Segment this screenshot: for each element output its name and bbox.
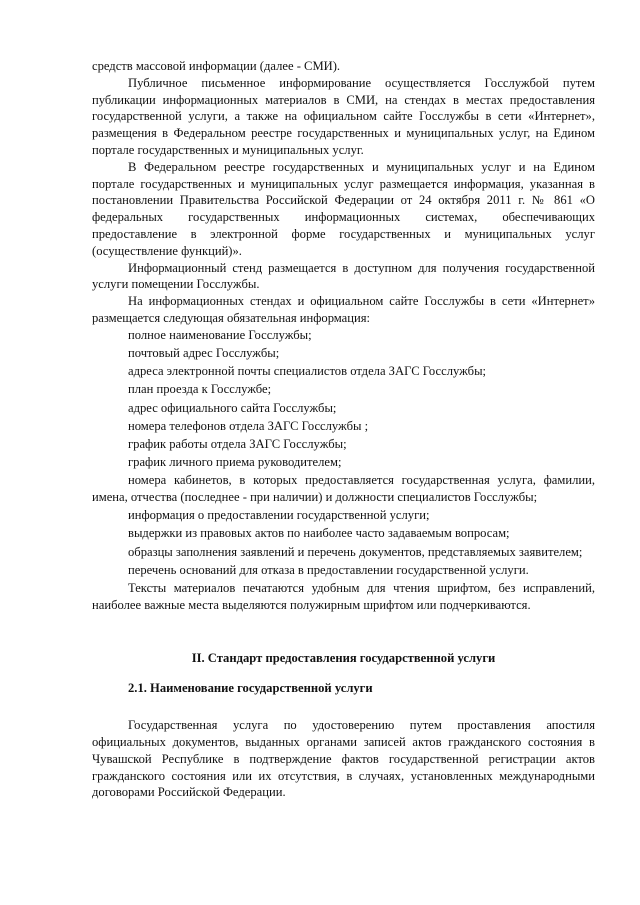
paragraph-service-name: Государственная услуга по удостоверению путем проставления апостиля официальных документов, выданных органами записей актов гражданского состояния в Чувашской Республике в подтверждение фактов государственной регистрации актов гражданского состояния или их отсутствия, в случаях, установленных международными договорами Российской Федерации.: [92, 718, 595, 800]
info-list: [92, 327, 595, 579]
list-item: план проезда к Госслужбе;: [128, 382, 272, 397]
list-item: образцы заполнения заявлений и перечень документов, представляемых заявителем;: [128, 544, 583, 559]
paragraph-info-stand: Информационный стенд размещается в доступном для получения государственной услуги помещении Госслужбы.: [92, 260, 595, 292]
paragraph-text-materials: Тексты материалов печатаются удобным для чтения шрифтом, без исправлений, наиболее важные места выделяются полужирным шрифтом или подчеркиваются.: [92, 580, 595, 612]
list-item: перечень оснований для отказа в предоставлении государственной услуги.: [128, 562, 529, 577]
paragraph-smi: средств массовой информации (далее - СМИ).: [92, 59, 341, 73]
subsection-title: 2.1. Наименование государственной услуги: [128, 681, 373, 696]
paragraph-public-info: Публичное письменное информирование осуществляется Госслужбой путем публикации информационных материалов в СМИ, на стендах в местах предоставления государственной услуги, а также на официальном сайте Госслужбы в сети «Интернет», размещения в Федеральном реестре государственных и муниципальных услуг, на Едином портале государственных и муниципальных услуг.: [92, 75, 595, 157]
list-item: адрес официального сайта Госслужбы;: [128, 400, 337, 415]
list-item: номера телефонов отдела ЗАГС Госслужбы ;: [128, 418, 369, 433]
list-item: адреса электронной почты специалистов отдела ЗАГС Госслужбы;: [128, 364, 487, 379]
list-item: график личного приема руководителем;: [128, 455, 342, 470]
list-item: выдержки из правовых актов по наиболее часто задаваемым вопросам;: [128, 526, 510, 541]
document-page: [92, 58, 595, 801]
paragraph-federal-registry: В Федеральном реестре государственных и муниципальных услуг и на Едином портале государственных и муниципальных услуг размещается информация, указанная в постановлении Правительства Российской Федерации от 24 октября 2011 г. № 861 «О федеральных государственных информационных системах, обеспечивающих предоставление в электронной форме государственных и муниципальных услуг (осуществление функций)».: [92, 159, 595, 258]
list-item: номера кабинетов, в которых предоставляется государственная услуга, фамилии, имена, отчества (последнее - при наличии) и должности специалистов Госслужбы;: [92, 473, 595, 505]
paragraph-mandatory-info: На информационных стендах и официальном сайте Госслужбы в сети «Интернет» размещается следующая обязательная информация:: [92, 294, 595, 325]
list-item: информация о предоставлении государственной услуги;: [128, 508, 430, 523]
section-title: II. Стандарт предоставления государственной услуги: [191, 650, 496, 665]
list-item: почтовый адрес Госслужбы;: [128, 345, 280, 360]
list-item: график работы отдела ЗАГС Госслужбы;: [128, 436, 347, 451]
list-item: полное наименование Госслужбы;: [128, 327, 312, 342]
